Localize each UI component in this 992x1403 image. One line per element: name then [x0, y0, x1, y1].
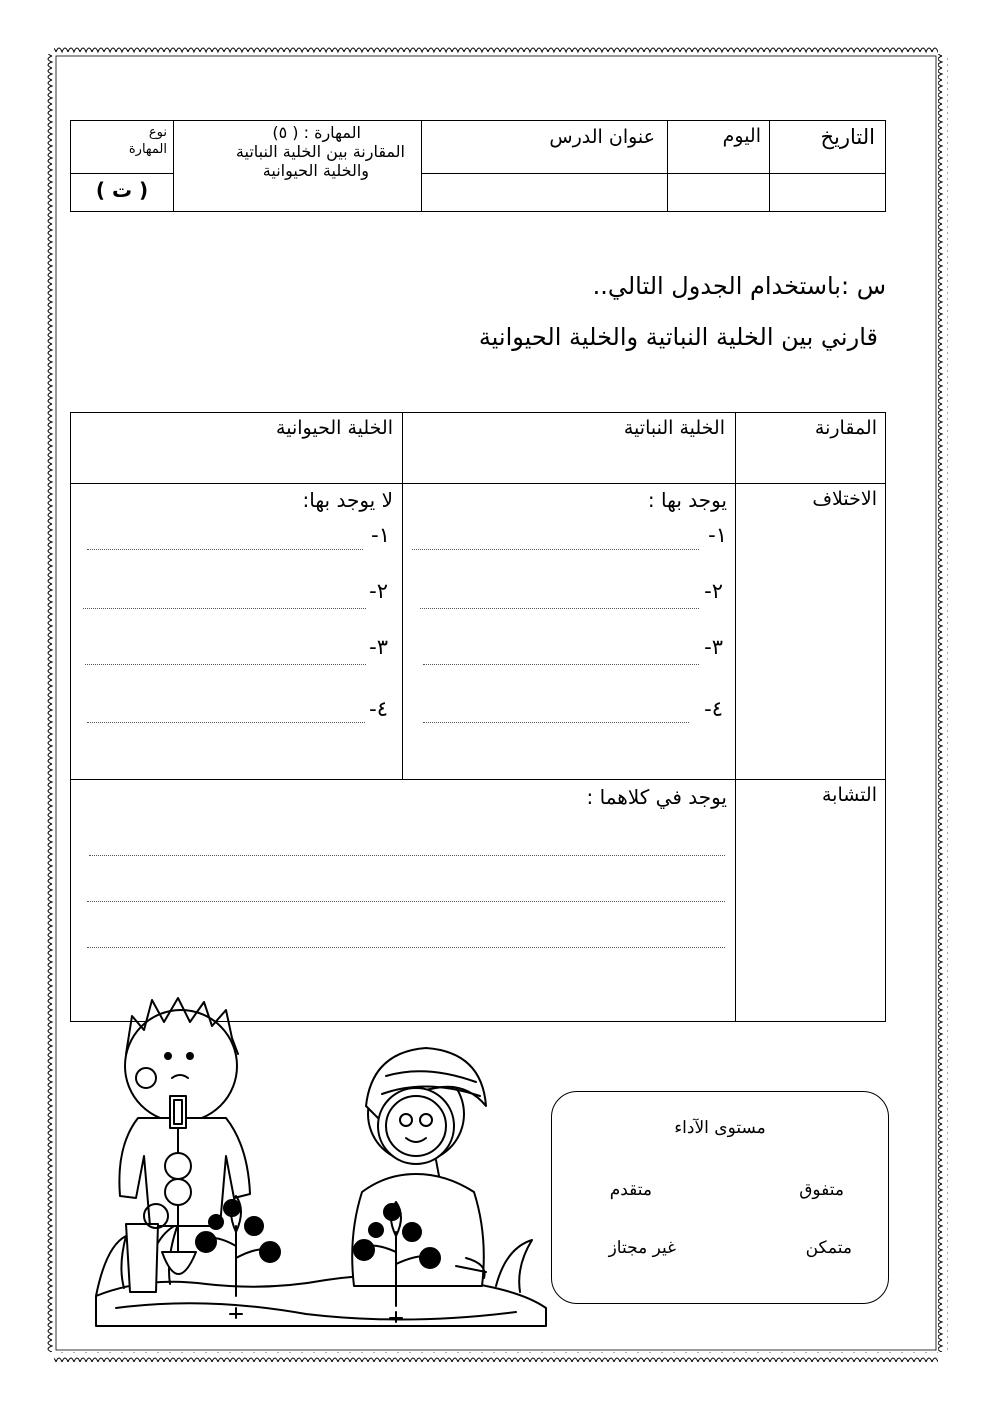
skill-title-line1: المقارنة بين الخلية النباتية [235, 142, 405, 161]
plant-answer-line-1[interactable] [412, 549, 699, 550]
level-proficient[interactable]: متمكن [805, 1238, 852, 1258]
similarity-intro: يوجد في كلاهما : [586, 785, 727, 809]
skill-heading [174, 123, 421, 180]
animal-answer-line-4[interactable] [87, 722, 365, 723]
plant-cell-column-header: الخلية النباتية [623, 417, 725, 439]
similarity-answer-line-2[interactable] [87, 901, 725, 902]
lesson-title-field[interactable] [422, 175, 667, 211]
date-field[interactable] [770, 175, 885, 211]
skill-number: المهارة : ( ٥) [272, 123, 361, 142]
performance-title: مستوى الآداء [674, 1118, 766, 1138]
skill-title-line2: والخلية الحيوانية [262, 161, 369, 180]
day-label: اليوم [722, 125, 761, 147]
performance-level-box [551, 1091, 889, 1304]
animal-absent-intro: لا يوجد بها: [302, 488, 393, 512]
plant-item-number: ٤- [704, 697, 723, 721]
plant-present-intro: يوجد بها : [647, 488, 727, 512]
animal-item-number: ٤- [369, 697, 388, 721]
plant-answer-line-4[interactable] [423, 722, 689, 723]
level-advanced[interactable]: متقدم [609, 1180, 652, 1200]
level-excellent[interactable]: متفوق [799, 1180, 844, 1200]
skill-type-value: ( ت ) [95, 178, 149, 202]
comparison-table [70, 412, 886, 1022]
skill-type-line1: نوع [148, 125, 167, 140]
animal-item-number: ٢- [369, 579, 388, 603]
header-table [70, 120, 886, 212]
difference-row-label: الاختلاف [812, 488, 877, 510]
plant-item-number: ٣- [704, 635, 723, 659]
question-prompt: قارني بين الخلية النباتية والخلية الحيوانية [478, 323, 878, 351]
animal-item-number: ١- [371, 523, 390, 547]
similarity-answer-line-1[interactable] [89, 855, 725, 856]
question-instruction: س :باستخدام الجدول التالي.. [592, 272, 886, 300]
skill-type-label [71, 124, 173, 158]
animal-cell-column-header: الخلية الحيوانية [276, 417, 393, 439]
date-label: التاريخ [820, 125, 875, 149]
plant-answer-line-3[interactable] [423, 664, 699, 665]
lesson-title-label: عنوان الدرس [549, 126, 655, 148]
animal-answer-line-2[interactable] [83, 608, 366, 609]
similarity-row-label: التشابة [821, 784, 877, 806]
gardening-kids-illustration [86, 996, 562, 1336]
similarity-answer-line-3[interactable] [87, 947, 725, 948]
plant-item-number: ١- [708, 523, 727, 547]
plant-answer-line-2[interactable] [420, 608, 699, 609]
level-not-passed[interactable]: غير مجتاز [608, 1238, 676, 1258]
animal-answer-line-1[interactable] [87, 549, 363, 550]
plant-item-number: ٢- [704, 579, 723, 603]
animal-item-number: ٣- [369, 635, 388, 659]
comparison-column-header: المقارنة [814, 417, 877, 439]
day-field[interactable] [668, 175, 769, 211]
animal-answer-line-3[interactable] [85, 664, 366, 665]
skill-type-line2: المهارة [128, 142, 167, 157]
